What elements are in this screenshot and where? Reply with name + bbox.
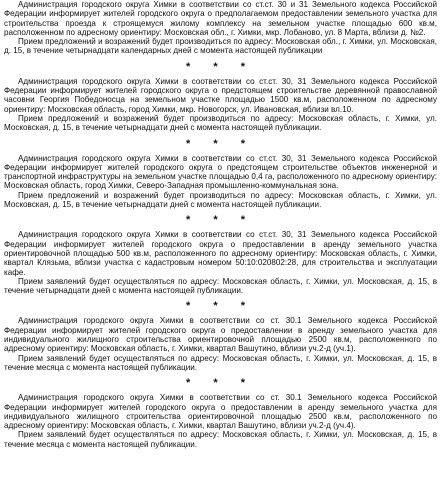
notice-reception-info: Прием заявлений будет осуществляться по адресу: Московская область, г. Химки, ул. Московская, д. 15, в течение четырнадцати дней с момента настоящей публикации. [4,276,437,296]
separator-stars: * * * [186,377,255,390]
separator-stars: * * * [186,300,255,313]
notice-reception-info: Прием заявлений будет осуществляться по адресу: Московская область, г. Химки, ул. Московская, д. 15, в течение месяца с момента настоящей публикации. [4,430,437,449]
notice-body: Администрация городского округа Химки в соответствии со ст.ст. 30, 31 Земельного кодекса Российской Федерации информирует жителей городского округа о предстоящем строительстве деревянной православной часовни Георгия Победоносца на земельном участке площадью 1500 кв.м, расположенном по адресному ориентиру: Московская область, город Химки, мкр. Новогорск, ул. Ивановская, вблизи вл.10. [4,76,437,114]
notice-reception-info: Прием заявлений будет осуществляться по адресу: Московская область, г. Химки, ул. Московская, д. 15, в течение месяца с момента настоящей публикации. [4,353,437,372]
notice-5 [4,316,437,372]
notice-body: Администрация городского округа Химки в соответствии со ст.ст. 30, 31 Земельного кодекса Российской Федерации информирует жителей городского округа о предстоящем строительстве объектов инженерной и транспортной инфраструктуры на земельном участке площадью 0,4 га, расположенного по адресному ориентиру: Московская область, город Химки, Северо-Западная промышленно-коммунальная зона. [4,153,437,191]
notice-body: Администрация городского округа Химки в соответствии со ст.ст. 30 и 31 Земельного кодекса Российской Федерации информирует жителей городского округа о предполагаемом предоставлении земельного участка для строительства проезда к строящемуся жилому комплексу на земельном участке площадью 600 кв.м, расположенном по адресному ориентиру: Московская обл., г. Химки, мкр. Лобаново, ул. 8 Марта, вблизи д. №2. [4,0,437,37]
separator-stars: * * * [186,60,255,73]
notice-2 [4,77,437,133]
notice-body: Администрация городского округа Химки в соответствии со ст.ст. 30, 31 Земельного кодекса Российской Федерации информирует жителей городского округа о предоставлении в аренду земельного участка ориентировочной площадью 500 кв.м, расположенного по адресному ориентиру: Московская область, г. Химки, квартал Клязьма, вблизи участка с кадастровым номером 50:10:020802:28, для строительства и эксплуатации кафе. [4,230,437,277]
notice-reception-info: Прием предложений и возражений будет производиться по адресу: Московская область, г. Химки, ул. Московская, д. 15, в течение четырнадцати дней с момента настоящей публикации. [4,113,437,133]
notice-1 [4,0,437,56]
separator-stars: * * * [186,214,255,227]
notice-6 [4,393,437,449]
notice-reception-info: Прием предложений и возражений будет производиться по адресу: Московская область, г. Химки, ул. Московская, д. 15, в течение четырнадцати дней с момента настоящей публикации. [4,190,437,210]
separator-stars: * * * [186,137,255,150]
notice-3 [4,154,437,210]
notice-4 [4,230,437,295]
notice-body: Администрация городского округа Химки в соответствии со ст. 30.1 Земельного кодекса Российской Федерации информирует жителей городского округа о предоставлении в аренду земельного участка для индивидуального жилищного строительства ориентировочной площадью 2500 кв.м, расположенного по адресному ориентиру: Московская область, г. Химки, квартал Вашутино, вблизи уч.2-д (уч.1). [4,316,437,354]
notice-body: Администрация городского округа Химки в соответствии со ст. 30.1 Земельного кодекса Российской Федерации информирует жителей городского округа о предоставлении в аренду земельного участка для индивидуального жилищного строительства ориентировочной площадью 2500 кв.м, расположенного по адресному ориентиру: Московская область, г. Химки, квартал Вашутино, вблизи уч.2-д (уч.4). [4,393,437,431]
notice-reception-info: Прием предложений и возражений будет производиться по адресу: Московская обл., г. Химки, ул. Московская, д. 15, в течение четырнадцати календарных дней с момента настоящей публикации [4,37,437,56]
